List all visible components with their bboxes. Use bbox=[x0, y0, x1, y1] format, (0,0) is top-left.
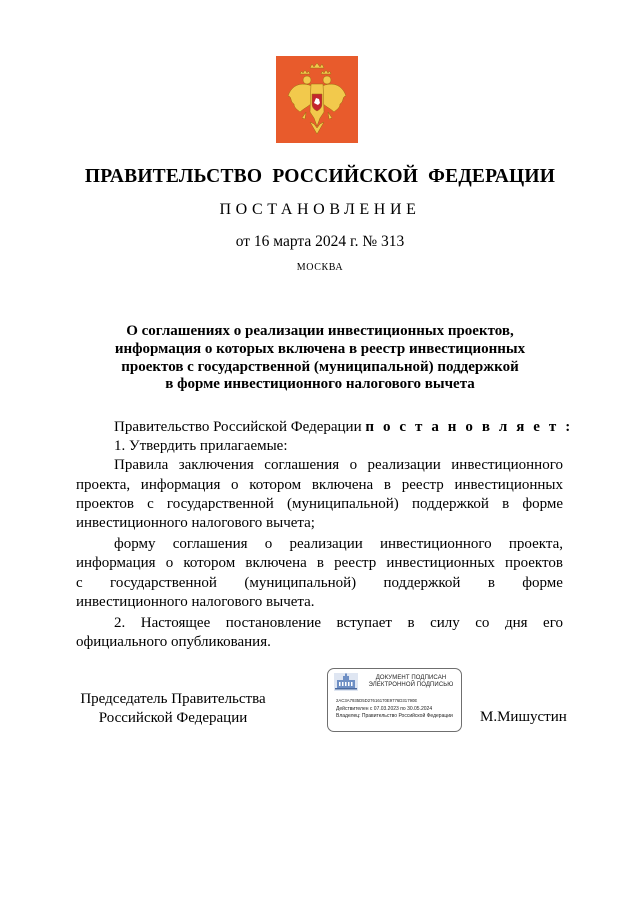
word: поддержкой bbox=[383, 574, 461, 591]
russian-coat-of-arms-icon bbox=[276, 56, 358, 143]
certificate-owner: Владелец: Правительство Российской Федерации bbox=[336, 713, 453, 719]
document-type: ПОСТАНОВЛЕНИЕ bbox=[219, 201, 421, 218]
form-line bbox=[76, 554, 563, 573]
rules-line bbox=[76, 495, 563, 514]
document-date-number: от 16 марта 2024 г. № 313 bbox=[235, 233, 405, 250]
rules-line: инвестиционного налогового вычета; bbox=[76, 515, 315, 532]
item-1: 1. Утвердить прилагаемые: bbox=[114, 438, 288, 455]
word: реализации bbox=[367, 457, 441, 474]
word: государственной bbox=[166, 495, 274, 512]
word: о bbox=[231, 476, 239, 493]
word: информация bbox=[76, 555, 156, 572]
word: соглашения bbox=[264, 457, 340, 474]
signer-position-line: Председатель Правительства bbox=[80, 691, 266, 707]
form-line: инвестиционного налогового вычета. bbox=[76, 593, 315, 610]
certificate-number: 2AC3A7935D5D27616170E9776D31790E bbox=[336, 698, 418, 703]
word: проекта, bbox=[508, 536, 563, 553]
word: реестр bbox=[334, 555, 377, 572]
word: силу bbox=[430, 615, 460, 632]
heading-line: проектов с государственной (муниципальной) поддержкой bbox=[121, 358, 519, 375]
word: с bbox=[76, 574, 83, 591]
rules-line bbox=[76, 456, 563, 475]
document-body bbox=[76, 418, 573, 652]
word: о bbox=[165, 555, 174, 572]
word: реестр bbox=[401, 476, 444, 493]
word: котором bbox=[249, 476, 302, 493]
word: с bbox=[147, 495, 154, 512]
heading-line: О соглашениях о реализации инвестиционных проектов, bbox=[126, 323, 514, 339]
word: проекта, bbox=[76, 476, 131, 493]
electronic-signature-stamp bbox=[327, 668, 462, 732]
word: со bbox=[475, 615, 490, 632]
word: заключения bbox=[178, 457, 254, 474]
word: проектов bbox=[76, 495, 134, 512]
document-heading bbox=[90, 323, 550, 394]
word: инвестиционного bbox=[379, 536, 492, 553]
document-city: МОСКВА bbox=[296, 262, 344, 273]
certificate-validity: Действителен с 07.03.2023 по 30.05.2024 bbox=[336, 706, 433, 712]
word: инвестиционных bbox=[454, 476, 563, 493]
word: в bbox=[316, 555, 325, 572]
word: (муниципальной) bbox=[287, 495, 399, 512]
form-line bbox=[76, 535, 563, 554]
heading-line: информация о которых включена в реестр инвестиционных bbox=[114, 340, 526, 357]
word: Правила bbox=[114, 457, 169, 474]
government-building-icon bbox=[334, 673, 358, 691]
signer-position-line: Российской Федерации bbox=[98, 710, 248, 726]
word: постановление bbox=[225, 615, 322, 632]
word: о bbox=[264, 536, 273, 553]
rules-line bbox=[76, 476, 563, 495]
word: дня bbox=[504, 615, 528, 632]
item-2-line bbox=[76, 614, 563, 633]
word: проектов bbox=[505, 555, 563, 572]
decree-word: п о с т а н о в л я е т : bbox=[365, 419, 573, 435]
coat-of-arms-emblem bbox=[276, 56, 358, 143]
item-2-line: официального опубликования. bbox=[76, 634, 271, 651]
signer-name: М.Мишустин bbox=[480, 709, 567, 725]
word: включена bbox=[245, 555, 307, 572]
word: в bbox=[487, 574, 495, 591]
signer-position bbox=[76, 690, 270, 728]
word: форме bbox=[522, 495, 563, 512]
word: форму bbox=[114, 536, 156, 553]
word: котором bbox=[183, 555, 236, 572]
word: соглашения bbox=[172, 536, 248, 553]
word: в bbox=[407, 615, 415, 632]
heading-line: в форме инвестиционного налогового вычета bbox=[165, 376, 475, 393]
word: государственной bbox=[110, 574, 217, 591]
decree-intro: Правительство Российской Федерации п о с т а н о в л я е т : bbox=[114, 419, 573, 435]
stamp-heading: ДОКУМЕНТ ПОДПИСАН ЭЛЕКТРОННОЙ ПОДПИСЬЮ bbox=[368, 675, 454, 688]
word: информация bbox=[140, 476, 221, 493]
form-line bbox=[76, 574, 563, 593]
word: 2. bbox=[114, 615, 126, 632]
word: в bbox=[502, 495, 510, 512]
word: вступает bbox=[336, 615, 392, 632]
word: (муниципальной) bbox=[244, 574, 357, 591]
word: инвестиционного bbox=[451, 457, 563, 474]
word: о bbox=[349, 457, 358, 474]
word: в bbox=[383, 476, 391, 493]
word: реализации bbox=[289, 536, 363, 553]
government-title: ПРАВИТЕЛЬСТВО РОССИЙСКОЙ ФЕДЕРАЦИИ bbox=[84, 166, 556, 187]
word: форме bbox=[522, 574, 563, 591]
word: поддержкой bbox=[411, 495, 489, 512]
word: его bbox=[543, 615, 563, 632]
word: инвестиционных bbox=[386, 555, 495, 572]
word: включена bbox=[311, 476, 374, 493]
word: Настоящее bbox=[140, 615, 211, 632]
